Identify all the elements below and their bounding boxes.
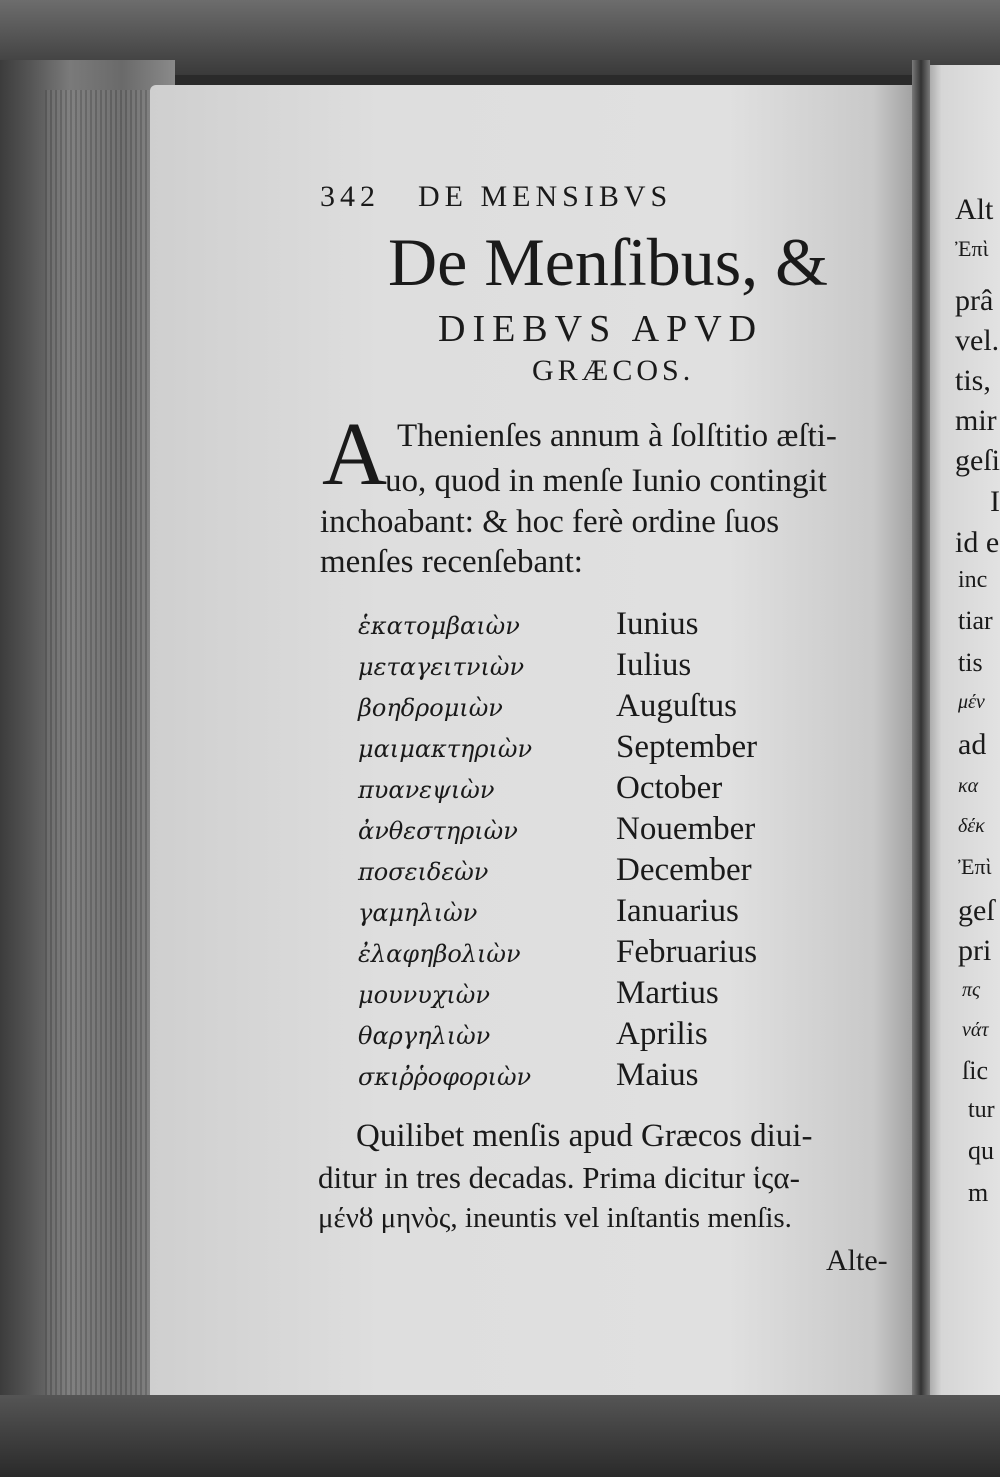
right-page-fragment: I (990, 485, 1000, 518)
right-page-fragment: prâ (955, 284, 994, 317)
right-page-fragment: pri (958, 934, 992, 967)
greek-month: μουνυχιὼν (358, 981, 490, 1009)
greek-month: πυανεψιὼν (358, 776, 495, 804)
greek-month: μαιμακτηριὼν (358, 735, 533, 763)
latin-month: Aprilis (616, 1016, 708, 1052)
right-page-fragment: tur (968, 1097, 995, 1123)
book-gutter (912, 60, 930, 1400)
right-page-fragment: πς (962, 979, 981, 1001)
right-page-fragment: Ἐπὶ (958, 854, 992, 879)
greek-month: ἑκατομβαιὼν (358, 612, 520, 640)
running-head (320, 182, 672, 212)
latin-month: September (616, 729, 758, 765)
right-page-fragment: qu (968, 1136, 994, 1165)
paragraph-line: ditur in tres decadas. Prima dicitur ἱςα- (318, 1160, 800, 1195)
greek-month: ἀνθεστηριὼν (358, 817, 518, 845)
latin-month: Martius (616, 975, 719, 1011)
right-page-fragment: id e (955, 526, 1000, 559)
right-page-fragment: ad (958, 728, 987, 761)
right-page-fragment: vel. (955, 324, 1000, 357)
right-page-fragment: κα (958, 775, 979, 797)
greek-month: ἐλαφηβολιὼν (358, 940, 521, 968)
greek-month: θαργηλιὼν (358, 1022, 491, 1050)
paragraph-line: uo, quod in menſe Iunio contingit (385, 463, 827, 499)
paragraph-line: μένȣ μηνὸς, ineuntis vel inſtantis menſis. (318, 1202, 792, 1234)
latin-month: October (616, 770, 723, 806)
paragraph-line: menſes recenſebant: (320, 544, 583, 580)
paragraph-line: Thenienſes annum à ſolſtitio æſti- (397, 418, 837, 454)
paragraph-line: inchoabant: & hoc ferè ordine ſuos (320, 504, 780, 540)
greek-month: σκιῤῥοφοριὼν (358, 1063, 532, 1091)
right-page-fragment: νάτ (962, 1019, 989, 1041)
right-page-fragment: ſic (962, 1056, 988, 1085)
right-page-fragment: m (968, 1178, 989, 1207)
latin-month: Maius (616, 1057, 699, 1093)
paragraph-line: Quilibet menſis apud Græcos diui- (356, 1118, 813, 1154)
right-page-fragment: tiar (958, 606, 993, 635)
chapter-title: De Menſibus, & (388, 224, 829, 300)
right-page-fragment: Alt (955, 193, 994, 226)
right-page-fragment: geſ (958, 894, 995, 927)
greek-month: μεταγειτνιὼν (358, 653, 525, 681)
latin-month: Ianuarius (616, 893, 739, 929)
running-head-text: DE MENSIBVS (418, 180, 673, 213)
latin-month: December (616, 852, 752, 888)
right-page-fragment: mir (955, 404, 997, 437)
book-cover-bottom (0, 1395, 1000, 1477)
chapter-subtitle: DIEBVS APVD (438, 308, 764, 350)
right-page-fragment: tis, (955, 364, 991, 397)
latin-month: Auguſtus (616, 688, 738, 724)
right-page-fragment: μέν (958, 691, 985, 713)
greek-month: ποσειδεὼν (358, 858, 489, 886)
catchword: Alte- (826, 1244, 888, 1277)
latin-month: Iunius (616, 606, 699, 642)
right-page-fragment: Ἐπὶ (955, 236, 989, 261)
latin-month: Nouember (616, 811, 756, 847)
greek-month: βοηδρομιὼν (358, 694, 503, 722)
chapter-subtitle-2: GRÆCOS. (532, 354, 695, 387)
fore-edge-texture (45, 90, 165, 1430)
greek-month: γαμηλιὼν (358, 899, 478, 927)
right-page-fragment: δέκ (958, 815, 985, 837)
latin-month: Februarius (616, 934, 758, 970)
right-page-fragment: inc (958, 567, 988, 593)
drop-cap: A (322, 405, 387, 504)
right-page-fragment: geſi (955, 444, 1000, 477)
latin-month: Iulius (616, 647, 692, 683)
right-page-fragment: tis (958, 648, 983, 677)
page-number: 342 (320, 180, 380, 213)
